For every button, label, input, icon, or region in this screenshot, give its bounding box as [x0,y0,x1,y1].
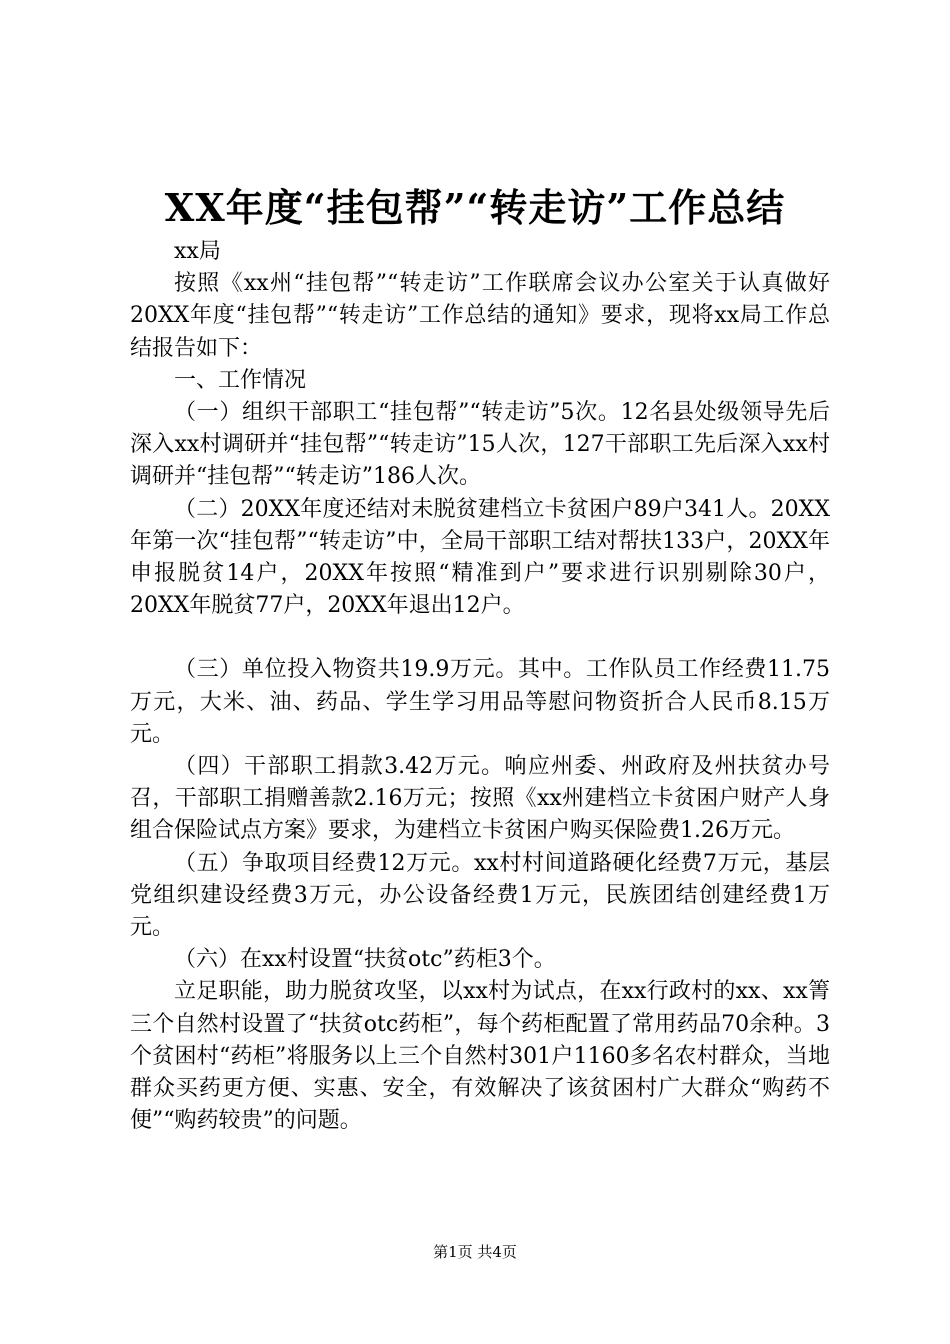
paragraph-item-5: （五）争取项目经费12万元。xx村村间道路硬化经费7万元，基层党组织建设经费3万元，办公设备经费1万元，民族团结创建经费1万元。 [130,850,830,941]
paragraph-item-1: （一）组织干部职工“挂包帮”“转走访”5次。12名县处级领导先后深入xx村调研并“挂包帮”“转走访”15人次，127干部职工先后深入xx村调研并“挂包帮”“转走访”186人次。 [130,400,830,490]
author-line: xx局 [174,239,221,264]
document-body [130,236,830,1137]
paragraph-detail: 立足职能，助力脱贫攻坚，以xx村为试点，在xx行政村的xx、xx箐三个自然村设置了“扶贫otc药柜”，每个药柜配置了常用药品70余种。3个贫困村“药柜”将服务以上三个自然村301户1160多名农村群众，当地群众买药更方便、实惠、安全，有效解决了该贫困村广大群众“购药不便”“购药较贵”的问题。 [130,979,830,1134]
paragraph-item-3: （三）单位投入物资共19.9万元。其中。工作队员工作经费11.75万元，大米、油、药品、学生学习用品等慰问物资折合人民币8.15万元。 [130,657,830,747]
paragraph-item-2: （二）20XX年度还结对未脱贫建档立卡贫困户89户341人。20XX年第一次“挂包帮”“转走访”中，全局干部职工结对帮扶133户，20XX年申报脱贫14户，20XX年按照“精准到户”要求进行识别剔除30户，20XX年脱贫77户，20XX年退出12户。 [130,496,830,619]
intro-paragraph: 按照《xx州“挂包帮”“转走访”工作联席会议办公室关于认真做好20XX年度“挂包帮”“转走访”工作总结的通知》要求，现将xx局工作总结报告如下： [130,271,830,361]
paragraph-item-4: （四）干部职工捐款3.42万元。响应州委、州政府及州扶贫办号召，干部职工捐赠善款2.16万元；按照《xx州建档立卡贫困户财产人身组合保险试点方案》要求，为建档立卡贫困户购买保险费1.26万元。 [130,754,830,844]
section-heading: 一、工作情况 [174,367,307,393]
document-title: XX年度“挂包帮”“转走访”工作总结 [164,185,786,230]
page-number-footer: 第1页 共4页 [433,1243,517,1261]
paragraph-item-6: （六）在xx村设置“扶贫otc”药柜3个。 [174,947,556,973]
